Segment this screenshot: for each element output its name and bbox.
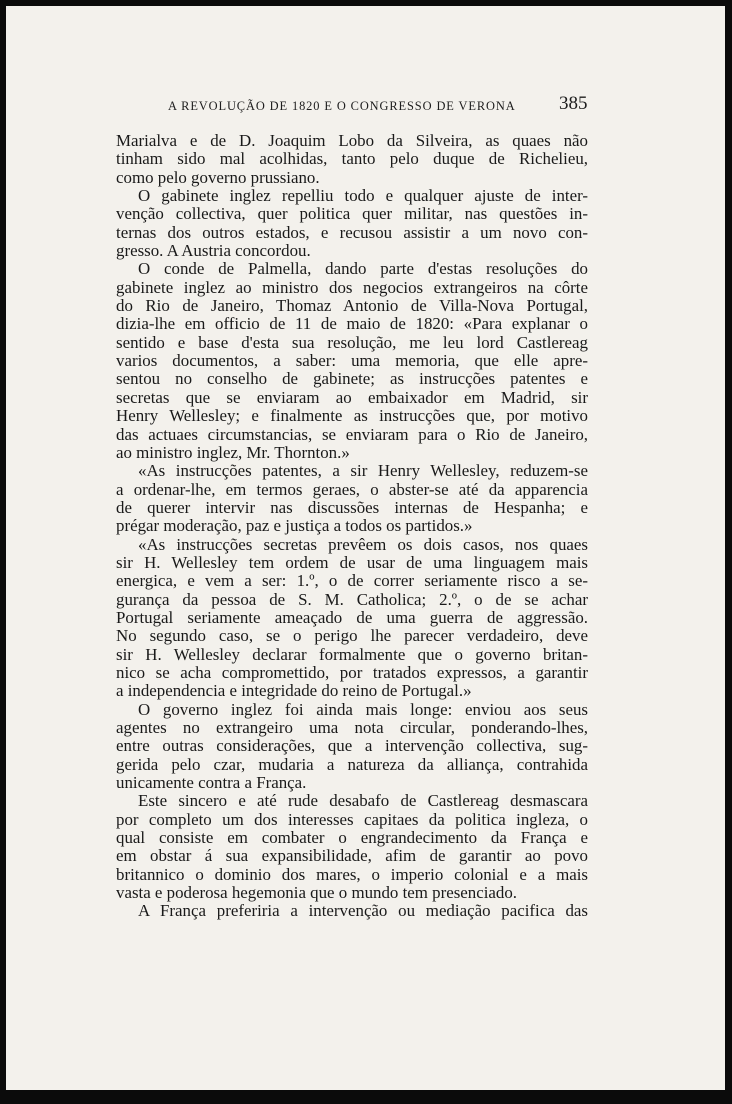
text-line: qual consiste em combater o engrandecimento da França e <box>116 828 588 848</box>
text-line: gurança da pessoa de S. M. Catholica; 2.º, o de se achar <box>116 589 588 609</box>
text-line: sir H. Wellesley tem ordem de usar de uma linguagem mais <box>116 552 588 572</box>
text-line: O governo inglez foi ainda mais longe: enviou aos seus <box>138 699 588 719</box>
text-line: de querer intervir nas discussões internas de Hespanha; e <box>116 497 588 517</box>
text-line: prégar moderação, paz e justiça a todos os partidos.» <box>116 516 473 536</box>
text-line: a independencia e integridade do reino de Portugal.» <box>116 681 472 701</box>
text-line: unicamente contra a França. <box>116 773 307 793</box>
page-number: 385 <box>559 93 588 114</box>
running-head <box>6 94 725 118</box>
text-line: A França preferiria a intervenção ou mediação pacifica das <box>138 901 588 921</box>
text-line: em obstar á sua expansibilidade, afim de garantir ao povo <box>116 846 588 866</box>
text-line: No segundo caso, se o perigo lhe parecer verdadeiro, deve <box>116 626 588 646</box>
text-line: venção collectiva, quer politica quer militar, nas questões in- <box>116 204 588 224</box>
text-line: sentou no conselho de gabinete; as instrucções patentes e <box>116 369 588 389</box>
text-line: gerida pelo czar, mudaria a natureza da alliança, contrahida <box>116 754 588 774</box>
text-line: ternas dos outros estados, e recusou assistir a um novo con- <box>116 222 588 242</box>
text-line: O conde de Palmella, dando parte d'estas resoluções do <box>138 259 588 279</box>
text-line: vasta e poderosa hegemonia que o mundo tem presenciado. <box>116 883 518 903</box>
text-line: a ordenar-lhe, em termos geraes, o abster-se até da apparencia <box>116 479 588 499</box>
text-line: do Rio de Janeiro, Thomaz Antonio de Villa-Nova Portugal, <box>116 296 588 316</box>
text-line: «As instrucções secretas prevêem os dois casos, nos quaes <box>138 534 588 554</box>
text-line: gresso. A Austria concordou. <box>116 241 311 261</box>
text-line: das actuaes circumstancias, se enviaram para o Rio de Janeiro, <box>116 424 588 444</box>
text-line: nico se acha compromettido, por tratados expressos, a garantir <box>116 662 588 682</box>
text-line: sentido e base d'esta sua resolução, me leu lord Castlereag <box>116 332 588 352</box>
text-line: britannico o dominio dos mares, o imperio colonial e a mais <box>116 864 588 884</box>
text-line: tinham sido mal acolhidas, tanto pelo duque de Richelieu, <box>116 149 588 169</box>
text-line: Portugal seriamente ameaçado de uma guerra de aggressão. <box>116 607 588 627</box>
text-line: secretas que se enviaram ao embaixador em Madrid, sir <box>116 387 588 407</box>
text-line: Este sincero e até rude desabafo de Castlereag desmascara <box>138 791 588 811</box>
text-line: sir H. Wellesley declarar formalmente que o governo britan- <box>116 644 588 664</box>
text-line: por completo um dos interesses capitaes da politica ingleza, o <box>116 809 588 829</box>
text-line: dizia-lhe em officio de 11 de maio de 1820: «Para explanar o <box>116 314 588 334</box>
body-text <box>116 132 588 921</box>
running-head-title: A REVOLUÇÃO DE 1820 E O CONGRESSO DE VERONA <box>168 99 516 113</box>
text-line: ao ministro inglez, Mr. Thornton.» <box>116 442 350 462</box>
text-line: varios documentos, a saber: uma memoria, que elle apre- <box>116 351 588 371</box>
text-line: Marialva e de D. Joaquim Lobo da Silveira, as quaes não <box>116 131 588 150</box>
text-line: energica, e vem a ser: 1.º, o de correr seriamente risco a se- <box>116 571 588 591</box>
text-line: agentes no extrangeiro uma nota circular, ponderando-lhes, <box>116 718 588 737</box>
text-line: «As instrucções patentes, a sir Henry Wellesley, reduzem-se <box>138 461 588 481</box>
text-line: entre outras considerações, que a intervenção collectiva, sug- <box>116 736 588 756</box>
book-page <box>6 6 725 1090</box>
text-line: Henry Wellesley; e finalmente as instrucções que, por motivo <box>116 406 588 426</box>
text-line: gabinete inglez ao ministro dos negocios extrangeiros na côrte <box>116 277 588 297</box>
text-line: O gabinete inglez repelliu todo e qualquer ajuste de inter- <box>138 186 588 206</box>
text-line: como pelo governo prussiano. <box>116 167 320 187</box>
